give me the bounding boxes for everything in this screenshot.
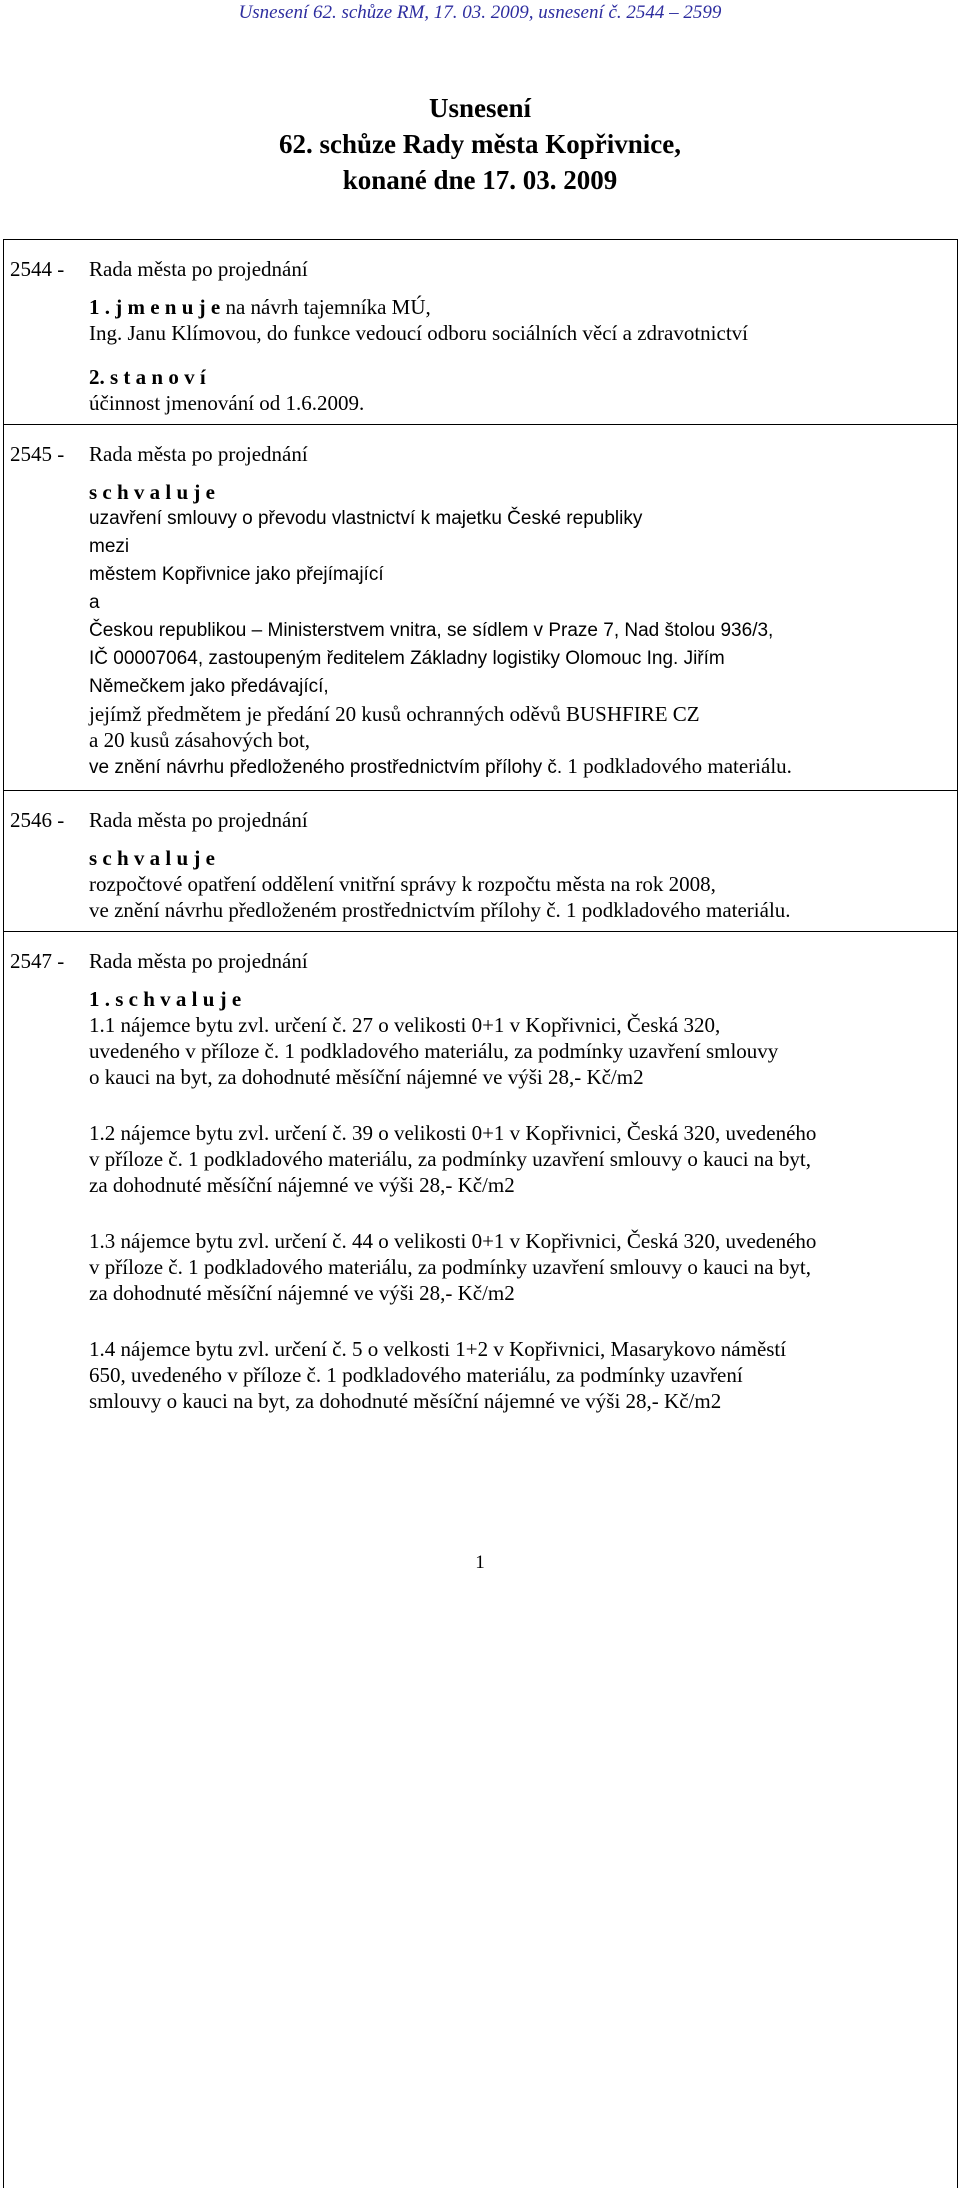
- resolution-intro: Rada města po projednání: [89, 442, 308, 466]
- tenant-item-3-line-1: 1.3 nájemce bytu zvl. určení č. 44 o velikosti 0+1 v Kopřivnici, Česká 320, uvedeného: [89, 1229, 817, 1253]
- resolution-number: 2546 -: [10, 808, 65, 832]
- contract-last-line-serif: 1 podkladového materiálu.: [562, 754, 792, 778]
- resolution-intro: Rada města po projednání: [89, 257, 308, 281]
- tenant-item-1-line-3: o kauci na byt, za dohodnuté měsíční nájemné ve výši 28,- Kč/m2: [89, 1065, 644, 1089]
- tenant-item-1-line-1: 1.1 nájemce bytu zvl. určení č. 27 o velikosti 0+1 v Kopřivnici, Česká 320,: [89, 1013, 721, 1037]
- resolution-verb: 1 . s c h v a l u j e: [89, 987, 242, 1011]
- resolution-2545: [4, 425, 957, 791]
- tenant-item-2-line-1: 1.2 nájemce bytu zvl. určení č. 39 o velikosti 0+1 v Kopřivnici, Česká 320, uvedeného: [89, 1121, 817, 1145]
- tenant-item-3-line-2: v příloze č. 1 podkladového materiálu, za podmínky uzavření smlouvy o kauci na byt,: [89, 1255, 811, 1279]
- contract-last-line: [89, 753, 953, 782]
- resolution-verb: s c h v a l u j e: [89, 846, 215, 870]
- contract-line: uzavření smlouvy o převodu vlastnictví k majetku České republiky: [89, 508, 643, 529]
- resolution-number: 2547 -: [10, 949, 65, 973]
- tenant-item-2-line-3: za dohodnuté měsíční nájemné ve výši 28,- Kč/m2: [89, 1173, 515, 1197]
- resolution-content: [89, 425, 957, 790]
- contract-line: městem Kopřivnice jako přejímající: [89, 564, 384, 585]
- tenant-item-3-line-3: za dohodnuté měsíční nájemné ve výši 28,- Kč/m2: [89, 1281, 515, 1305]
- point-1-line-2: Ing. Janu Klímovou, do funkce vedoucí odboru sociálních věcí a zdravotnictví: [89, 321, 748, 345]
- title-line-2: 62. schůze Rady města Kopřivnice,: [279, 129, 681, 159]
- resolution-2544: [4, 240, 957, 425]
- title-line-3: konané dne 17. 03. 2009: [342, 165, 618, 195]
- resolution-content: [89, 791, 957, 931]
- point-1-label: 1 . j m e n u j e: [89, 295, 221, 319]
- title-line-1: Usnesení: [428, 93, 531, 123]
- resolution-verb: s c h v a l u j e: [89, 480, 215, 504]
- point-1-text: na návrh tajemníka MÚ,: [225, 295, 431, 319]
- tenant-item-4-line-1: 1.4 nájemce bytu zvl. určení č. 5 o velkosti 1+2 v Kopřivnici, Masarykovo náměstí: [89, 1337, 787, 1361]
- resolution-content: [89, 240, 957, 424]
- resolution-number: 2544 -: [10, 257, 65, 281]
- tenant-item-1-line-2: uvedeného v příloze č. 1 podkladového materiálu, za podmínky uzavření smlouvy: [89, 1039, 779, 1063]
- point-2-label: 2. s t a n o v í: [89, 365, 206, 389]
- document-title: [0, 90, 960, 198]
- resolution-intro: Rada města po projednání: [89, 808, 308, 832]
- contract-line: Němečkem jako předávající,: [89, 676, 329, 697]
- contract-line: jejímž předmětem je předání 20 kusů ochranných oděvů BUSHFIRE CZ: [89, 702, 700, 726]
- contract-line: a: [89, 592, 100, 613]
- point-1: [89, 294, 953, 320]
- page-number: 1: [475, 1552, 485, 1573]
- resolution-2546: [4, 791, 957, 932]
- resolution-line: rozpočtové opatření oddělení vnitřní správy k rozpočtu města na rok 2008,: [89, 872, 716, 896]
- page-header: Usnesení 62. schůze RM, 17. 03. 2009, usnesení č. 2544 – 2599: [238, 2, 722, 23]
- contract-line: a 20 kusů zásahových bot,: [89, 728, 311, 752]
- contract-line: Českou republikou – Ministerstvem vnitra, se sídlem v Praze 7, Nad štolou 936/3,: [89, 620, 774, 641]
- resolution-number: 2545 -: [10, 442, 65, 466]
- resolutions-table: [3, 239, 958, 2188]
- point-2-text: účinnost jmenování od 1.6.2009.: [89, 391, 365, 415]
- tenant-item-2-line-2: v příloze č. 1 podkladového materiálu, za podmínky uzavření smlouvy o kauci na byt,: [89, 1147, 811, 1171]
- tenant-item-4-line-2: 650, uvedeného v příloze č. 1 podkladového materiálu, za podmínky uzavření: [89, 1363, 743, 1387]
- contract-line: IČ 00007064, zastoupeným ředitelem Základny logistiky Olomouc Ing. Jiřím: [89, 648, 725, 669]
- contract-line: mezi: [89, 536, 130, 557]
- resolution-line: ve znění návrhu předloženém prostřednictvím přílohy č. 1 podkladového materiálu.: [89, 898, 791, 922]
- tenant-item-4-line-3: smlouvy o kauci na byt, za dohodnuté měsíční nájemné ve výši 28,- Kč/m2: [89, 1389, 722, 1413]
- contract-last-line-sans: ve znění návrhu předloženého prostřednictvím přílohy č.: [89, 757, 563, 778]
- resolution-intro: Rada města po projednání: [89, 949, 308, 973]
